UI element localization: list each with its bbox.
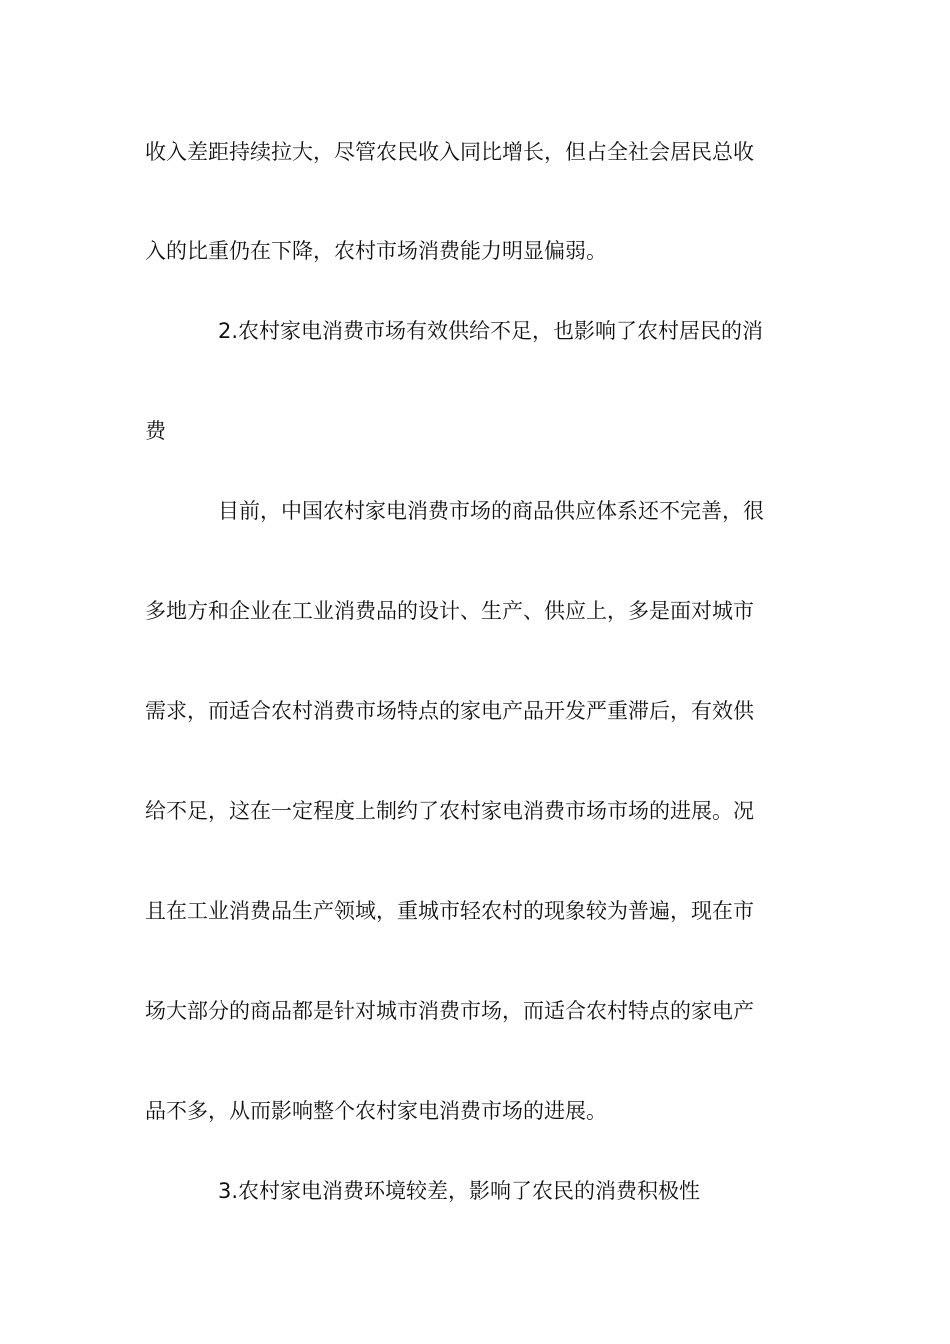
body-text-line: 需求，而适合农村消费市场特点的家电产品开发严重滞后，有效供 [145, 699, 754, 723]
body-text-line: 给不足，这在一定程度上制约了农村家电消费市场市场的进展。况 [145, 799, 754, 823]
body-text-line: 目前，中国农村家电消费市场的商品供应体系还不完善，很 [218, 499, 764, 523]
body-text-line: 收入差距持续拉大，尽管农民收入同比增长，但占全社会居民总收 [145, 140, 754, 164]
body-text-line: 品不多，从而影响整个农村家电消费市场的进展。 [145, 1099, 607, 1123]
section-heading-3: 3.农村家电消费环境较差，影响了农民的消费积极性 [218, 1179, 701, 1203]
body-text-line: 多地方和企业在工业消费品的设计、生产、供应上，多是面对城市 [145, 599, 754, 623]
body-text-line: 入的比重仍在下降，农村市场消费能力明显偏弱。 [145, 239, 607, 263]
body-text-line: 场大部分的商品都是针对城市消费市场，而适合农村特点的家电产 [145, 999, 754, 1023]
section-heading-2: 2.农村家电消费市场有效供给不足，也影响了农村居民的消 [218, 319, 764, 343]
section-heading-2-continued: 费 [145, 419, 166, 443]
body-text-line: 且在工业消费品生产领域，重城市轻农村的现象较为普遍，现在市 [145, 899, 754, 923]
